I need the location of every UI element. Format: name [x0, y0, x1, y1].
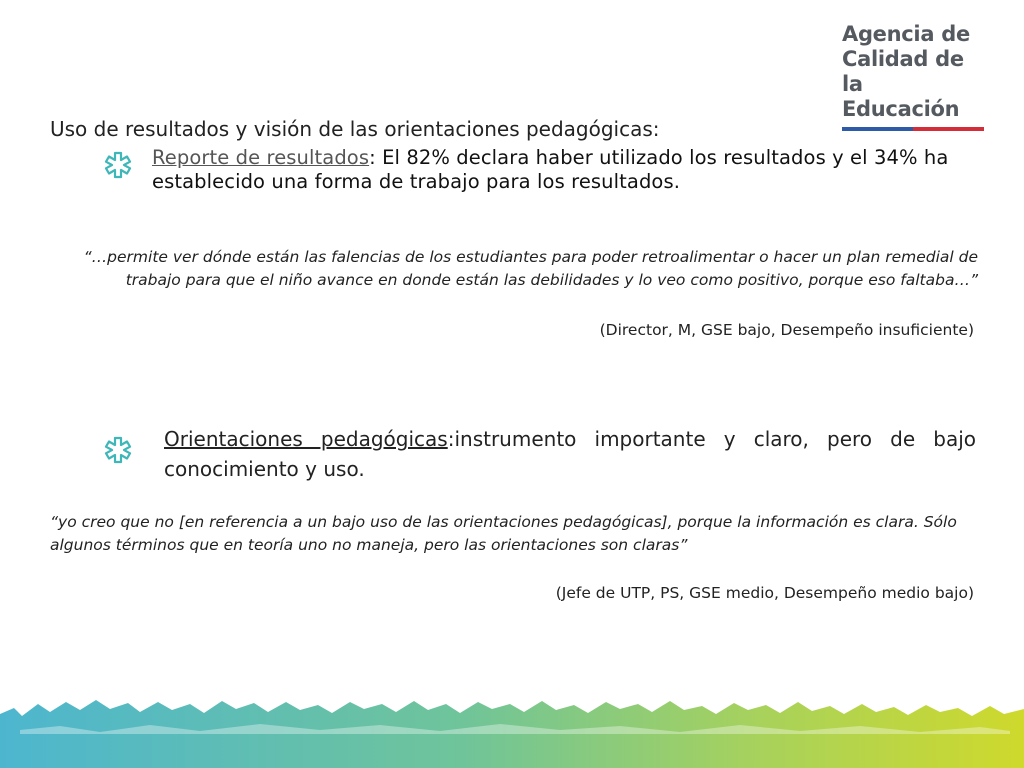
bullet2-term: Orientaciones pedagógicas	[164, 427, 448, 451]
attribution-jefe-utp: (Jefe de UTP, PS, GSE medio, Desempeño medio bajo)	[555, 584, 974, 602]
bullet-orientaciones-pedagogicas	[164, 424, 976, 484]
bullet-reporte-resultados	[152, 146, 972, 194]
logo-line-2: Calidad de la	[842, 47, 964, 96]
quote-jefe-utp: “yo creo que no [en referencia a un bajo uso de las orientaciones pedagógicas], porque la información es clara. Sólo algunos términos que en teoría uno no maneja, pero las orientaciones son claras”	[50, 513, 957, 554]
heading-text: Uso de resultados y visión de las orientaciones pedagógicas	[50, 117, 653, 141]
quote-director: “…permite ver dónde están las falencias de los estudiantes para poder retroalimentar o hacer un plan remedial de trabajo para que el niño avance en donde están las debilidades y lo veo como positivo, porque eso faltaba…”	[83, 248, 978, 289]
asterisk-bullet-icon	[103, 150, 133, 180]
asterisk-bullet-icon	[103, 435, 133, 465]
logo-line-3: Educación	[842, 97, 960, 121]
decorative-brushstroke-wave	[0, 690, 1024, 768]
logo-line-1: Agencia de	[842, 22, 970, 46]
bullet1-term: Reporte de resultados	[152, 146, 370, 169]
attribution-director: (Director, M, GSE bajo, Desempeño insuficiente)	[599, 321, 974, 339]
heading-colon: :	[652, 117, 660, 141]
bullet1-text: : El 82% declara haber utilizado los resultados y el 34% ha establecido una forma de trabajo para los resultados.	[152, 146, 949, 193]
slide-heading	[50, 116, 950, 142]
bullet2-text: :instrumento importante y claro, pero de bajo conocimiento y uso.	[164, 427, 977, 481]
agency-logo	[842, 22, 988, 131]
